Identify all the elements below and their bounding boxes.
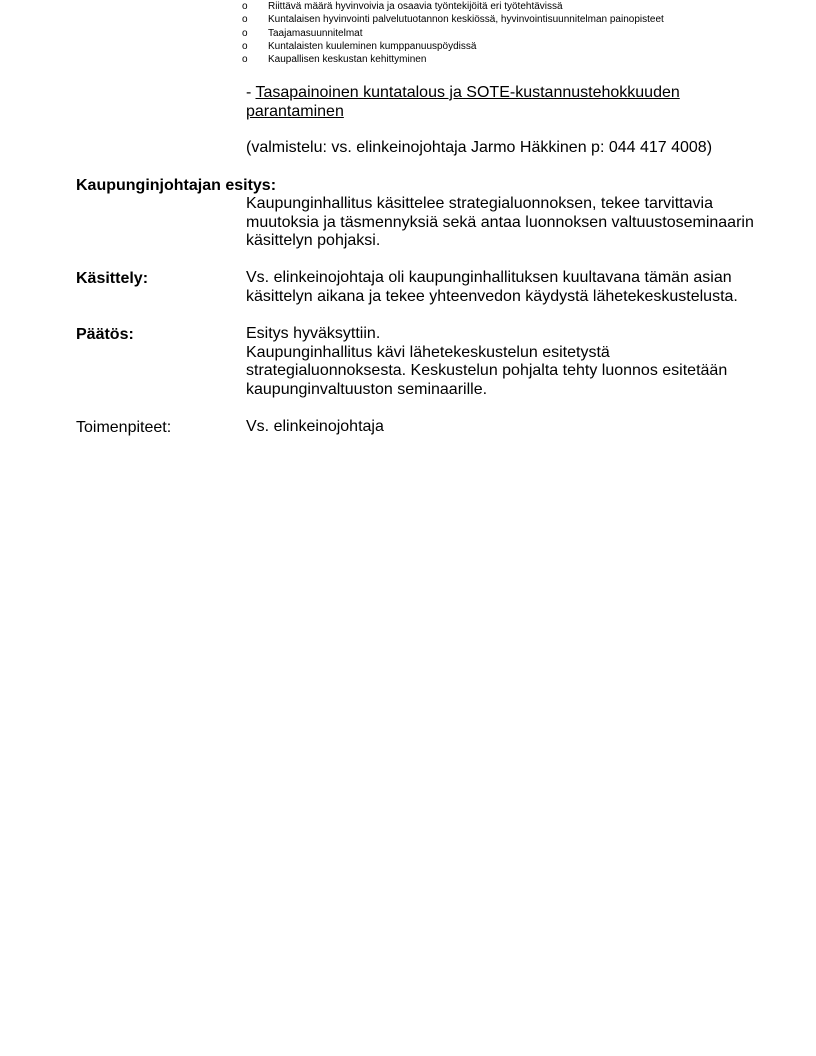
bullet-marker: o [242, 1, 248, 12]
actions-paragraph: Vs. elinkeinojohtaja [246, 418, 384, 435]
list-item [242, 27, 664, 40]
goal-prefix: - [246, 84, 256, 101]
handling-paragraph: Vs. elinkeinojohtaja oli kaupunginhallituksen kuultavana tämän asian käsittelyn aikana ja tekee yhteenvedon käydystä lähetekeskustelusta. [246, 269, 738, 305]
handling-label: Käsittely: [76, 270, 149, 287]
bullet-text: Kuntalaisten kuuleminen kumppanuuspöydissä [268, 40, 477, 52]
goal-text: Tasapainoinen kuntatalous ja SOTE-kustannustehokkuuden parantaminen [246, 84, 680, 120]
proposal-label: Kaupunginjohtajan esitys: [76, 177, 277, 194]
bullet-marker: o [242, 14, 248, 26]
handling-text [246, 269, 756, 306]
list-item [242, 53, 664, 66]
proposal-paragraph: Kaupunginhallitus käsittelee strategialuonnoksen, tekee tarvittavia muutoksia ja täsmennyksiä sekä antaa luonnoksen valtuustoseminaarin käsittelyn pohjaksi. [246, 195, 754, 250]
proposal-text [246, 195, 756, 251]
bullet-text: Taajamasuunnitelmat [268, 27, 363, 39]
actions-label: Toimenpiteet: [76, 419, 172, 436]
bullet-list [242, 0, 664, 66]
decision-text [246, 325, 756, 399]
decision-label: Päätös: [76, 326, 134, 343]
decision-line-2: Kaupunginhallitus kävi lähetekeskustelun esitetystä strategialuonnoksesta. Keskustelun pohjalta tehty luonnos esitetään kaupunginvaltuuston seminaarille. [246, 343, 728, 398]
list-item [242, 13, 664, 26]
bullet-marker: o [242, 40, 248, 52]
list-item [242, 40, 664, 53]
bullet-text: Kuntalaisen hyvinvointi palvelutuotannon keskiössä, hyvinvointisuunnitelman painopisteet [268, 14, 664, 26]
preparation-note: (valmistelu: vs. elinkeinojohtaja Jarmo Häkkinen p: 044 417 4008) [246, 139, 713, 156]
bullet-marker: o [242, 54, 248, 66]
goal-heading [246, 83, 746, 121]
list-item [242, 0, 664, 13]
bullet-text: Riittävä määrä hyvinvoivia ja osaavia työntekijöitä eri työtehtävissä [268, 1, 563, 12]
bullet-marker: o [242, 27, 248, 39]
decision-line-1: Esitys hyväksyttiin. [246, 325, 381, 342]
actions-text [246, 418, 756, 437]
bullet-text: Kaupallisen keskustan kehittyminen [268, 54, 427, 66]
